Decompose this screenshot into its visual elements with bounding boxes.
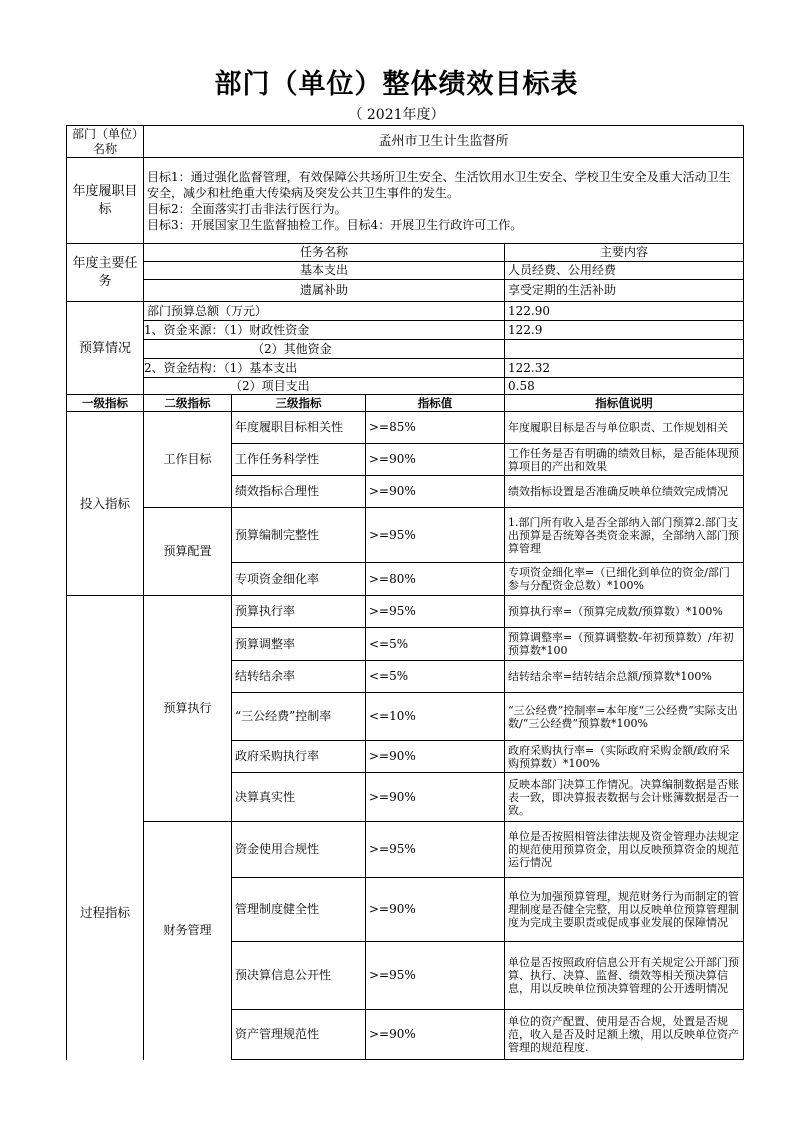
tasks-header-name: 任务名称: [144, 244, 505, 262]
goals-label: 年度履职目标: [67, 158, 144, 244]
indicator-desc: 结转结余率=结转结余总额/预算数*100%: [505, 661, 744, 693]
budget-label: 预算情况: [67, 302, 144, 395]
goals-text: [144, 158, 744, 244]
dept-label: 部门（单位）名称: [67, 126, 144, 158]
indicator-name: 结转结余率: [232, 661, 366, 693]
indicator-desc: 预算执行率=（预算完成数/预算数）*100%: [505, 596, 744, 628]
indicator-value: <=10%: [366, 693, 505, 741]
indicator-desc: 政府采购执行率=（实际政府采购金额/政府采购预算数）*100%: [505, 741, 744, 773]
goal-line: 目标3：开展国家卫生监督抽检工作。目标4：开展卫生行政许可工作。: [147, 217, 523, 232]
task-content: 人员经费、公用经费: [505, 262, 744, 280]
indicator-desc: 绩效指标设置是否准确反映单位绩效完成情况: [505, 476, 744, 508]
indicator-value: <=5%: [366, 628, 505, 661]
indicator-name: 预算编制完整性: [232, 508, 366, 563]
indicator-desc: 专项资金细化率=（已细化到单位的资金/部门参与分配资金总数）*100%: [505, 563, 744, 596]
indicator-desc: 预算调整率=（预算调整数-年初预算数）/年初预算数*100: [505, 628, 744, 661]
indicator-l2: 财务管理: [144, 822, 232, 1060]
indicator-desc: 单位的资产配置、使用是否合规，处置是否规范，收入是否及时足额上缴，用以反映单位资产管理的规范程度.: [505, 1010, 744, 1060]
budget-row-value: 122.90: [505, 302, 744, 321]
indicator-name: 绩效指标合理性: [232, 476, 366, 508]
header-l3: 三级指标: [232, 395, 366, 412]
indicator-l2: 工作目标: [144, 412, 232, 508]
indicator-value: >=95%: [366, 508, 505, 563]
tasks-label: 年度主要任务: [67, 244, 144, 302]
indicator-l1: 投入指标: [67, 412, 144, 596]
task-name: 基本支出: [144, 262, 505, 280]
indicator-value: >=85%: [366, 412, 505, 444]
indicator-name: 年度履职目标相关性: [232, 412, 366, 444]
indicator-name: 预算调整率: [232, 628, 366, 661]
indicator-name: 决算真实性: [232, 773, 366, 822]
indicator-value: >=95%: [366, 942, 505, 1010]
indicator-value: >=90%: [366, 444, 505, 476]
header-value: 指标值: [366, 395, 505, 412]
indicator-name: 工作任务科学性: [232, 444, 366, 476]
indicator-name: 政府采购执行率: [232, 741, 366, 773]
budget-row-value: 122.32: [505, 359, 744, 378]
indicator-desc: 1.部门所有收入是否全部纳入部门预算2.部门支出预算是否统筹各类资金来源，全部纳入部门预算管理: [505, 508, 744, 563]
indicator-value: >=90%: [366, 1010, 505, 1060]
goal-line: 目标1：通过强化监督管理，有效保障公共场所卫生安全、生活饮用水卫生安全、学校卫生安全及重大活动卫生安全，减少和杜绝重大传染病及突发公共卫生事件的发生。: [147, 169, 731, 200]
indicator-desc: 单位为加强预算管理，规范财务行为而制定的管理制度是否健全完整，用以反映单位预算管理制度为完成主要职责或促成事业发展的保障情况: [505, 878, 744, 942]
budget-row-value: 0.58: [505, 378, 744, 395]
year-label: （ 2021年度）: [348, 107, 445, 123]
indicator-desc: 工作任务是否有明确的绩效目标，是否能体现预算项目的产出和效果: [505, 444, 744, 476]
indicator-desc: 年度履职目标是否与单位职责、工作规划相关: [505, 412, 744, 444]
goal-line: 目标2：全面落实打击非法行医行为。: [147, 201, 347, 216]
performance-table: [66, 125, 744, 1060]
indicator-value: >=90%: [366, 741, 505, 773]
tasks-header-content: 主要内容: [505, 244, 744, 262]
indicator-name: 预算执行率: [232, 596, 366, 628]
dept-value: 孟州市卫生计生监督所: [144, 126, 744, 158]
budget-row-name: （2）项目支出: [144, 378, 505, 395]
indicator-desc: 单位是否按照政府信息公开有关规定公开部门预算、执行、决算、监督、绩效等相关预决算信息，用以反映单位预决算管理的公开透明情况: [505, 942, 744, 1010]
header-l1: 一级指标: [67, 395, 144, 412]
indicator-l2: 预算配置: [144, 508, 232, 596]
budget-row-name: （2）其他资金: [144, 340, 505, 359]
header-l2: 二级指标: [144, 395, 232, 412]
indicator-desc: 单位是否按照相管法律法规及资金管理办法规定的规范使用预算资金，用以反映预算资金的规范运行情况: [505, 822, 744, 878]
budget-row-name: 1、资金来源：（1）财政性资金: [144, 321, 505, 340]
indicator-l2: 预算执行: [144, 596, 232, 822]
indicator-name: 管理制度健全性: [232, 878, 366, 942]
indicator-value: >=90%: [366, 878, 505, 942]
indicator-name: 资产管理规范性: [232, 1010, 366, 1060]
header-desc: 指标值说明: [505, 395, 744, 412]
indicator-name: 预决算信息公开性: [232, 942, 366, 1010]
indicator-name: 专项资金细化率: [232, 563, 366, 596]
indicator-desc: “三公经费”控制率=本年度“三公经费”实际支出数/“三公经费”预算数*100%: [505, 693, 744, 741]
indicator-value: >=90%: [366, 773, 505, 822]
indicator-l1: 过程指标: [67, 596, 144, 1060]
indicator-value: >=90%: [366, 476, 505, 508]
budget-row-name: 2、资金结构：（1）基本支出: [144, 359, 505, 378]
budget-row-name: 部门预算总额（万元）: [144, 302, 505, 321]
indicator-desc: 反映本部门决算工作情况。决算编制数据是否账表一致，即决算报表数据与会计账簿数据是否一致。: [505, 773, 744, 822]
budget-row-value: 122.9: [505, 321, 744, 340]
indicator-value: >=95%: [366, 822, 505, 878]
budget-row-value: [505, 340, 744, 359]
task-content: 享受定期的生活补助: [505, 280, 744, 302]
indicator-value: >=95%: [366, 596, 505, 628]
indicator-name: 资金使用合规性: [232, 822, 366, 878]
page-title: 部门（单位）整体绩效目标表: [214, 69, 579, 100]
indicator-value: <=5%: [366, 661, 505, 693]
indicator-value: >=80%: [366, 563, 505, 596]
task-name: 遗属补助: [144, 280, 505, 302]
indicator-name: “三公经费”控制率: [232, 693, 366, 741]
